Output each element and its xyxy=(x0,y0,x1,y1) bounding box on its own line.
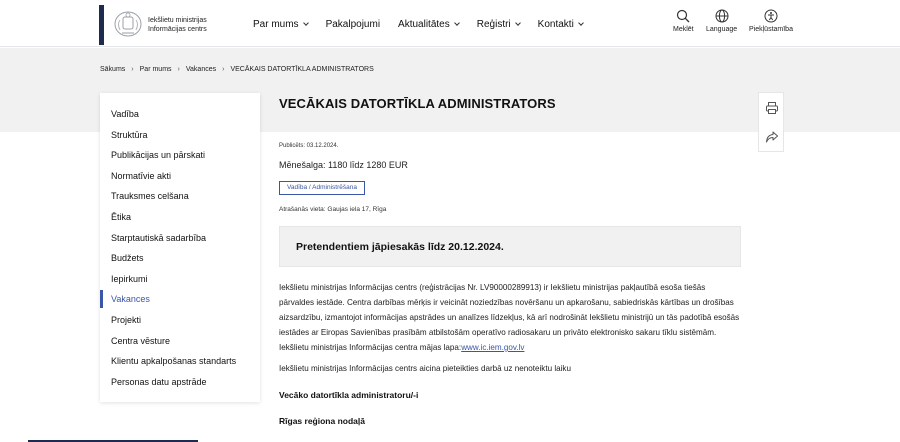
nav-pakalpojumi[interactable] xyxy=(326,19,380,30)
search-icon xyxy=(676,9,690,23)
nav-label: Pakalpojumi xyxy=(325,19,381,30)
department-name: Rīgas reģiona nodaļā xyxy=(279,416,365,426)
site-header xyxy=(0,0,900,47)
website-link[interactable]: www.ic.iem.gov.lv xyxy=(461,343,525,352)
sidebar-item-normativie-akti[interactable]: Normatīvie akti xyxy=(111,170,172,181)
description-text: Iekšlietu ministrijas Informācijas centrs (reģistrācijas Nr. LV90000289913) ir Iekšlietu ministrijas pakļautībā esoša tiešās pārvaldes iestāde. Centra darbības mērķis ir veicināt noziedzības novēršanu un apkarošanu, sabiedriskās kārtības un drošības aizsardzību, izmantojot informācijas apstrādes un analīzes līdzekļus, kā arī nodrošināt Iekšlietu ministrijū un tās padotībā esošās iestādes ar Eiropas Savienības prasībām atbilstošām operatīvo radiosakaru un privāto elektronisko sakaru tīklu sistēmām. Iekšlietu ministrijas Informācijas centra mājas lapa: xyxy=(279,283,740,352)
nav-label: Kontakti xyxy=(537,19,574,30)
breadcrumb xyxy=(100,66,374,73)
breadcrumb-chevron-icon: › xyxy=(222,66,225,73)
language-button[interactable] xyxy=(706,9,737,33)
category-tag[interactable]: Vadība / Administrēšana xyxy=(279,181,365,195)
sidebar-item-personas-dati[interactable]: Personas datu apstrāde xyxy=(111,376,207,387)
accessibility-icon xyxy=(764,9,778,23)
sidebar-item-vakances[interactable]: Vakances xyxy=(100,289,260,310)
nav-kontakti[interactable] xyxy=(538,19,583,30)
breadcrumb-vakances[interactable]: Vakances xyxy=(185,66,217,73)
sidebar-item-publikacijas[interactable]: Publikācijas un pārskati xyxy=(111,150,206,161)
salary-range: Mēnešalga: 1180 līdz 1280 EUR xyxy=(279,160,408,170)
sidebar-item-struktura[interactable]: Struktūra xyxy=(111,129,148,140)
published-date: Publicēts: 03.12.2024. xyxy=(279,143,339,149)
breadcrumb-home[interactable]: Sākums xyxy=(100,66,126,73)
job-location: Atrašanās vieta: Gaujas iela 17, Rīga xyxy=(279,206,387,213)
sidebar-item-budzets[interactable]: Budžets xyxy=(111,253,144,264)
sidebar-item-klientu-standarts[interactable]: Klientu apkalpošanas standarts xyxy=(111,356,237,367)
main-nav xyxy=(253,19,601,30)
search-label: Meklēt xyxy=(673,26,694,33)
print-icon[interactable] xyxy=(765,101,779,115)
sidebar-item-centra-vesture[interactable]: Centra vēsture xyxy=(111,335,171,346)
share-icon[interactable] xyxy=(765,130,779,144)
coat-of-arms-logo[interactable] xyxy=(112,8,144,40)
search-button[interactable] xyxy=(673,9,694,33)
sidebar-item-iepirkumi[interactable]: Iepirkumi xyxy=(111,273,148,284)
breadcrumb-par-mums[interactable]: Par mums xyxy=(139,66,172,73)
sidebar-item-starptautiska-sadarbiba[interactable]: Starptautiskā sadarbība xyxy=(111,232,207,243)
breadcrumb-chevron-icon: › xyxy=(131,66,134,73)
sidebar-nav xyxy=(100,93,260,402)
nav-label: Aktualitātes xyxy=(398,19,450,30)
brand-line-2: Informācijas centrs xyxy=(148,26,207,33)
brand-line-1: Iekšlietu ministrijas xyxy=(148,17,207,24)
sidebar-item-vadiba[interactable]: Vadība xyxy=(111,109,139,119)
page-title: VECĀKAIS DATORTĪKLA ADMINISTRATORS xyxy=(279,96,556,111)
nav-label: Reģistri xyxy=(476,19,511,30)
globe-icon xyxy=(715,9,729,23)
deadline-callout xyxy=(279,226,741,267)
brand-name[interactable] xyxy=(148,16,207,34)
breadcrumb-chevron-icon: › xyxy=(177,66,180,73)
sidebar-item-etika[interactable]: Ētika xyxy=(111,211,132,222)
article-actions-panel xyxy=(758,92,784,152)
deadline-text: Pretendentiem jāpiesakās līdz 20.12.2024. xyxy=(296,241,504,253)
job-invitation-text: Iekšlietu ministrijas Informācijas centrs aicina pieteikties darbā uz nenoteiktu laiku xyxy=(279,364,571,373)
breadcrumb-current: VECĀKAIS DATORTĪKLA ADMINISTRATORS xyxy=(230,66,374,73)
nav-registri[interactable] xyxy=(477,19,520,30)
organization-description xyxy=(279,280,741,355)
sidebar-item-projekti[interactable]: Projekti xyxy=(111,314,142,325)
chevron-down-icon xyxy=(454,20,460,26)
brand-accent-bar xyxy=(99,5,104,45)
position-title: Vecāko datortīkla administratoru/-i xyxy=(279,390,419,400)
sidebar-item-trauksmes-celsana[interactable]: Trauksmes celšana xyxy=(111,191,189,202)
accessibility-button[interactable] xyxy=(749,9,793,33)
language-label: Language xyxy=(706,26,738,33)
nav-aktualitates[interactable] xyxy=(398,19,459,30)
chevron-down-icon xyxy=(515,20,521,26)
nav-par-mums[interactable] xyxy=(253,19,308,30)
nav-label: Par mums xyxy=(253,19,299,30)
chevron-down-icon xyxy=(303,20,309,26)
accessibility-label: Piekļūstamība xyxy=(749,26,793,33)
chevron-down-icon xyxy=(578,20,584,26)
